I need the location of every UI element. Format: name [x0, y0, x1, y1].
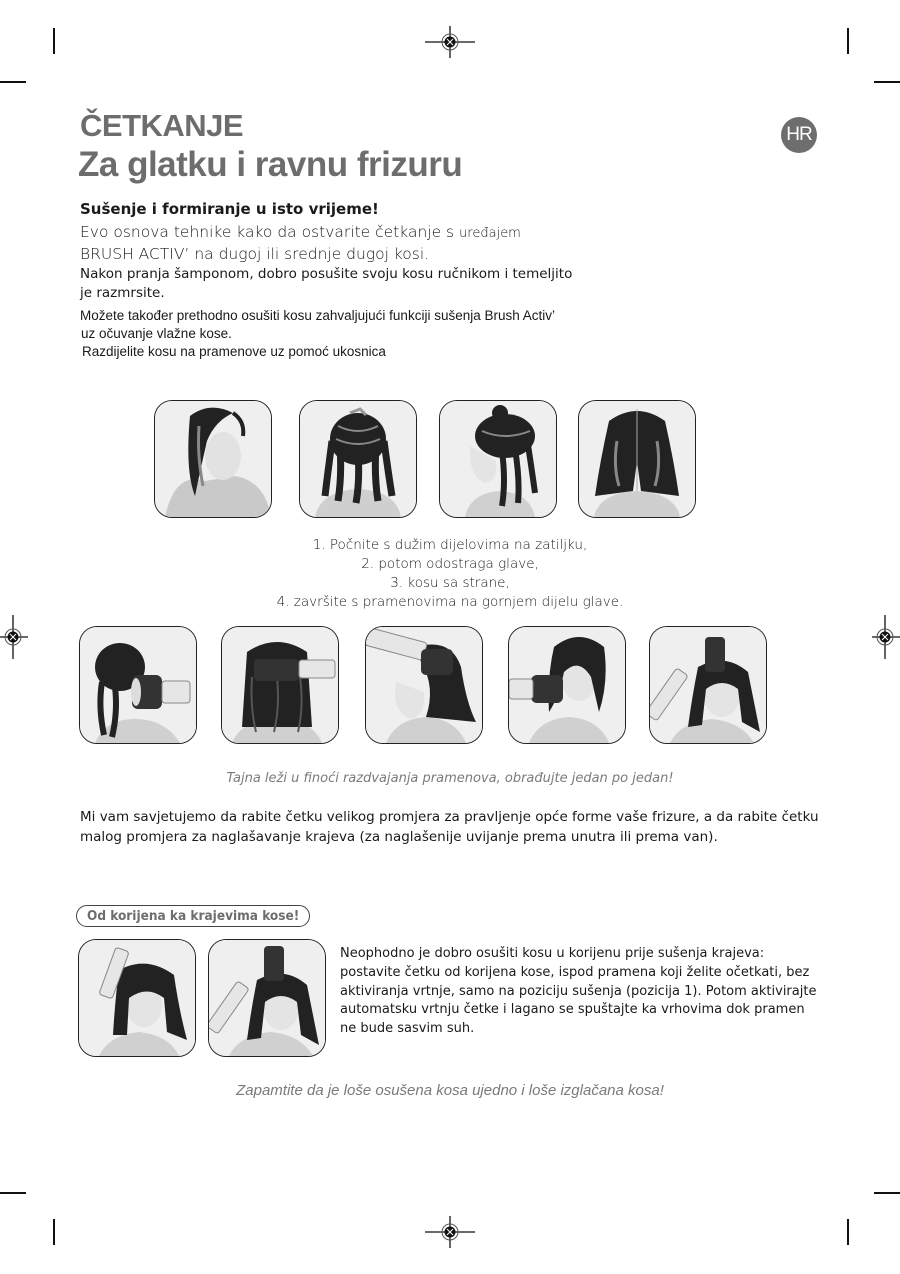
section-label-pill: Od korijena ka krajevima kose!	[76, 905, 310, 927]
tip-secret: Tajna leži u finoći razdvajanja pramenova, obrađujte jedan po jedan!	[226, 771, 674, 786]
registration-mark-icon	[425, 22, 475, 62]
crop-mark	[847, 1219, 849, 1245]
intro-line-5: Možete također prethodno osušiti kosu zahvaljujući funkciji sušenja Brush Activ’	[80, 308, 555, 323]
brushing-roots-illustration	[78, 939, 196, 1057]
registration-mark-icon	[0, 615, 38, 659]
step-item: 1. Počnite s dužim dijelovima na zatiljku,	[312, 537, 588, 553]
intro-line-1a: Evo osnova tehnike kako da ostvarite četkanje s	[80, 223, 460, 241]
crop-mark	[0, 1192, 26, 1194]
crop-mark	[874, 1192, 900, 1194]
intro-line-4: je razmrsite.	[80, 285, 165, 301]
intro-line-3: Nakon pranja šamponom, dobro posušite svoju kosu ručnikom i temeljito	[80, 266, 573, 282]
crop-mark	[0, 81, 26, 83]
language-badge: HR	[781, 117, 817, 153]
brushing-nape-illustration	[79, 626, 197, 744]
brushing-roots-lift-illustration	[208, 939, 326, 1057]
crop-mark	[874, 81, 900, 83]
hair-clipped-back-illustration	[299, 400, 417, 518]
brushing-top-illustration	[649, 626, 767, 744]
registration-mark-icon	[860, 615, 900, 659]
woman-wet-hair-illustration	[154, 400, 272, 518]
brushing-front-illustration	[508, 626, 626, 744]
crop-mark	[53, 1219, 55, 1245]
hair-clipped-side-illustration	[439, 400, 557, 518]
hair-parted-back-illustration	[578, 400, 696, 518]
roots-paragraph: Neophodno je dobro osušiti kosu u korijenu prije sušenja krajeva: postavite četku od korijena kose, ispod pramena koji želite očetkati, bez aktiviranja vrtnje, samo na poziciju sušenja (pozicija 1). Potom aktivirajte automatsku vrtnju četke i lagano se spuštajte ka vrhovima dok pramen ne bude sasvim suh.	[340, 946, 817, 1037]
page-subtitle: Za glatku i ravnu frizuru	[78, 145, 463, 184]
step-item: 2. potom odostraga glave,	[361, 556, 539, 572]
registration-mark-icon	[425, 1212, 475, 1252]
advice-paragraph: Mi vam savjetujemo da rabite četku velikog promjera za pravljenje opće forme vaše frizure, a da rabite četku malog promjera za naglašavanje krajeva (za naglašenije uvijanje prema unutra ili prema van).	[80, 809, 819, 845]
steps-list	[200, 536, 700, 612]
tip-remember: Zapamtite da je loše osušena kosa ujedno i loše izglačana kosa!	[236, 1082, 664, 1099]
intro-line-7: Razdijelite kosu na pramenove uz pomoć ukosnica	[82, 344, 386, 359]
intro-line-2: BRUSH ACTIV’ na dugoj ili srednje dugoj kosi.	[80, 245, 430, 263]
brushing-back-illustration	[221, 626, 339, 744]
intro-line	[80, 222, 640, 244]
crop-mark	[847, 28, 849, 54]
step-item: 3. kosu sa strane,	[390, 575, 510, 591]
crop-mark	[53, 28, 55, 54]
intro-line-6: uz očuvanje vlažne kose.	[81, 326, 232, 341]
intro-heading: Sušenje i formiranje u isto vrijeme!	[80, 200, 379, 218]
brushing-side-illustration	[365, 626, 483, 744]
page-title: ČETKANJE	[80, 108, 244, 143]
step-item: 4. završite s pramenovima na gornjem dijelu glave.	[276, 594, 624, 610]
intro-line-1b: uređajem	[459, 226, 521, 241]
intro-section	[80, 200, 640, 361]
